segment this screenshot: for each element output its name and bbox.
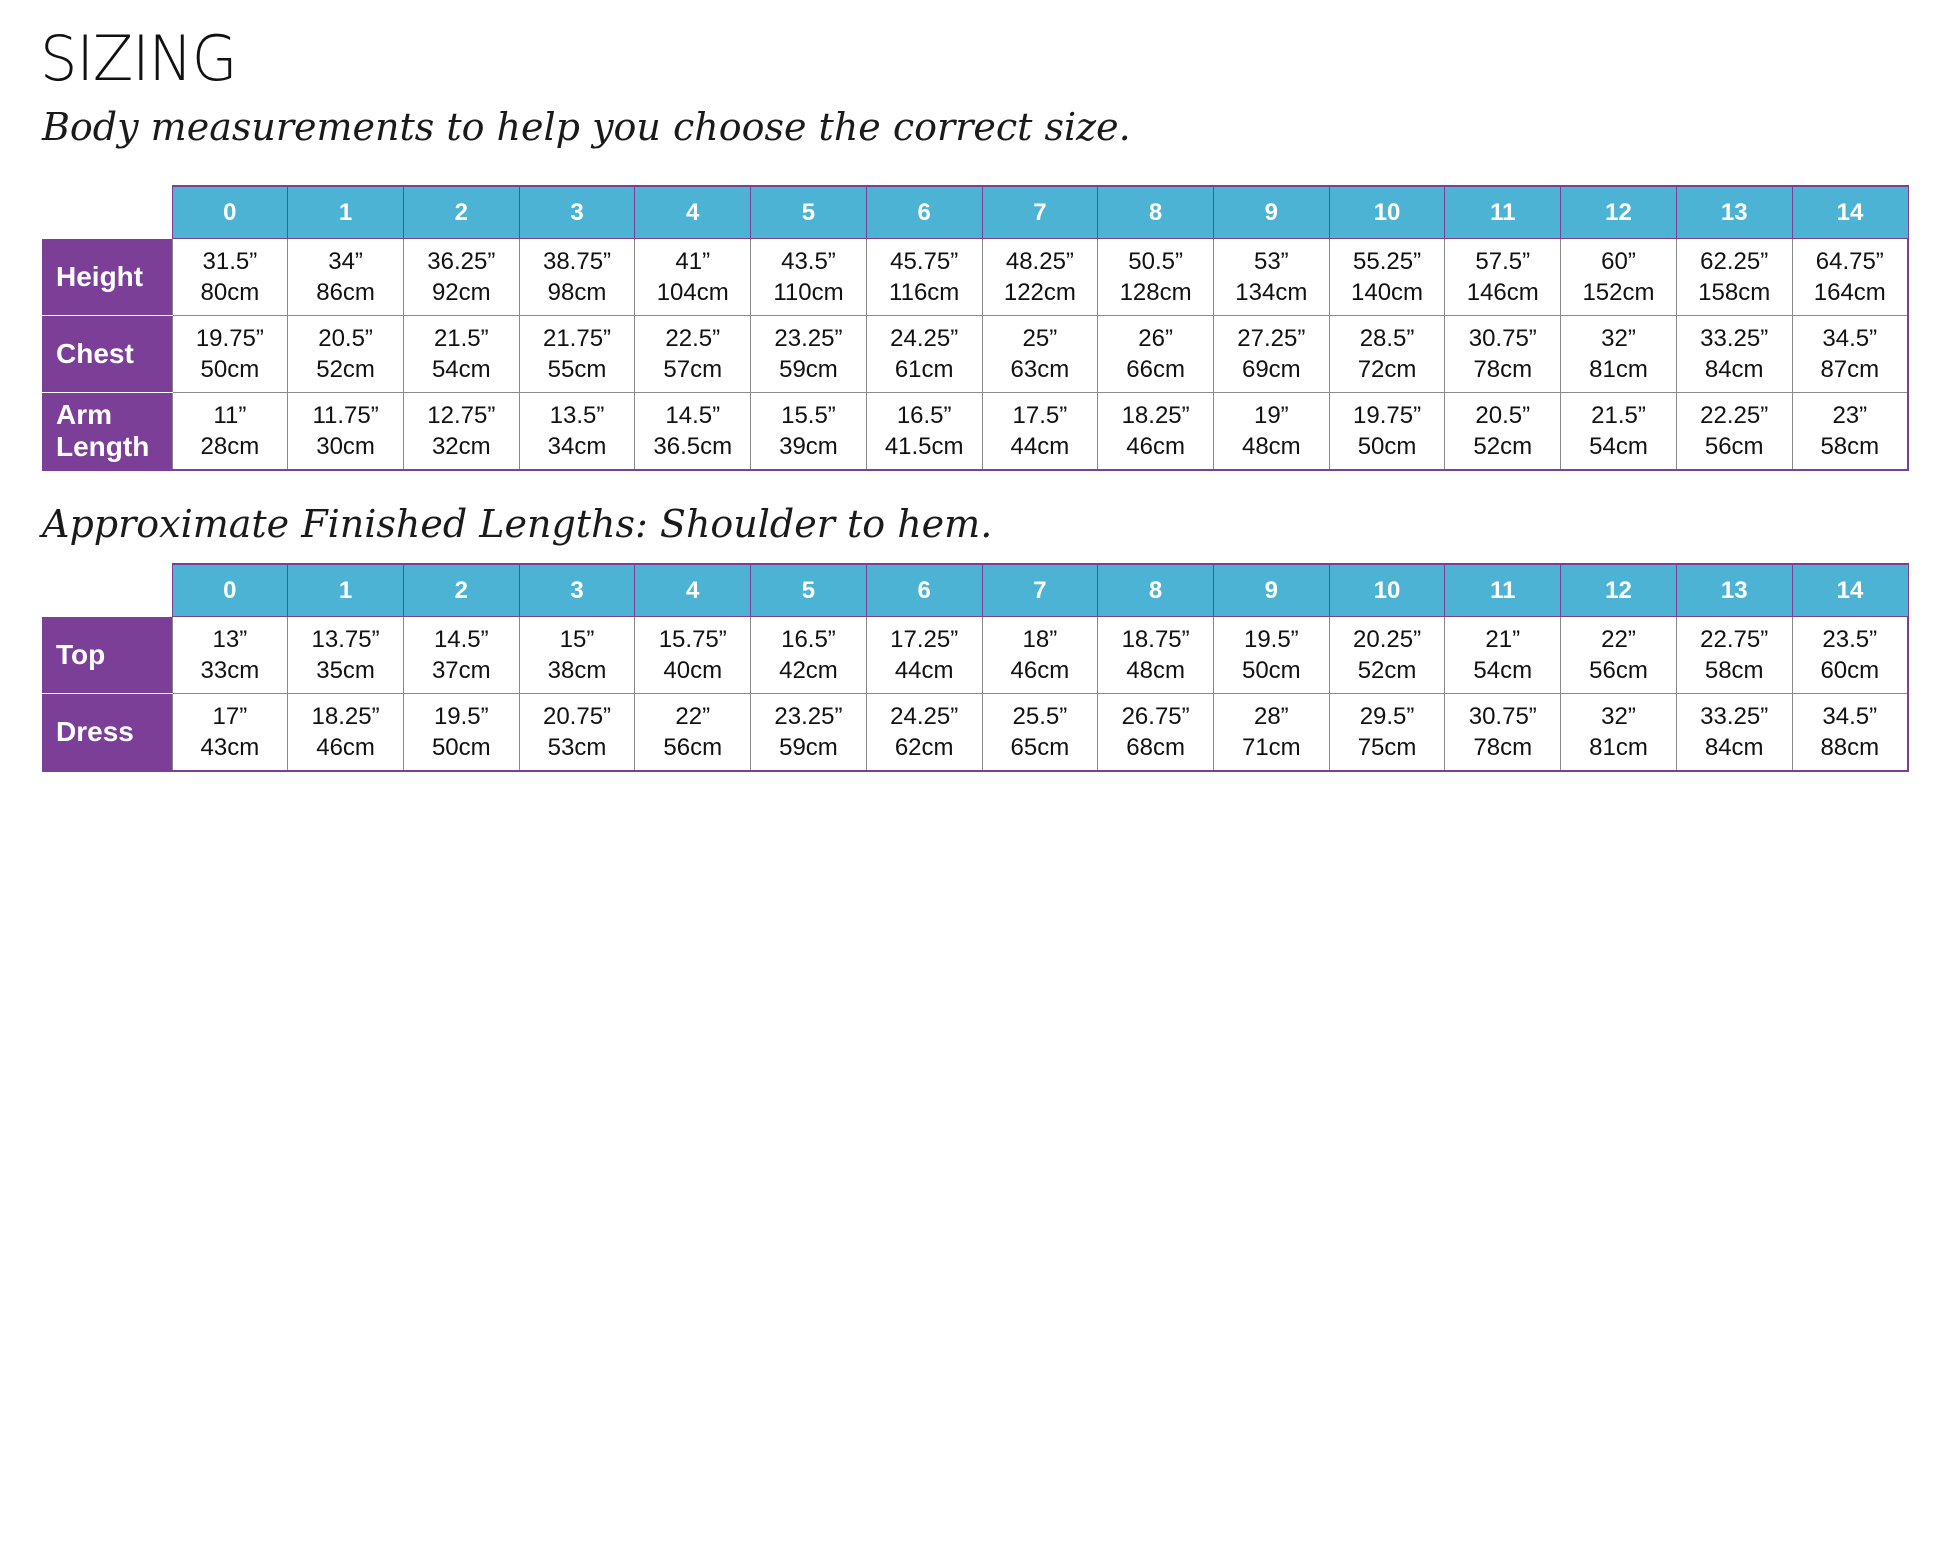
inches-value: 26” xyxy=(1138,325,1173,352)
inches-value: 18.75” xyxy=(1121,626,1190,653)
size-header-8: 8 xyxy=(1098,186,1214,239)
inches-value: 31.5” xyxy=(202,248,258,275)
inches-value: 15.75” xyxy=(658,626,727,653)
size-header-10: 10 xyxy=(1329,186,1445,239)
cm-value: 36.5cm xyxy=(653,433,733,460)
measurement-cell-arm-length-size-6 xyxy=(866,393,982,471)
inches-value: 21.75” xyxy=(542,325,612,352)
size-header-row xyxy=(42,564,1908,617)
inches-value: 33.25” xyxy=(1700,703,1769,730)
measurement-cell-height-size-8 xyxy=(1098,239,1214,316)
cm-value: 84cm xyxy=(1704,356,1764,383)
measurement-cell-dress-size-13 xyxy=(1676,694,1792,772)
measurement-cell-chest-size-6 xyxy=(866,316,982,393)
measurement-cell-top-size-5 xyxy=(751,617,867,694)
cm-value: 164cm xyxy=(1813,279,1886,306)
cm-value: 59cm xyxy=(779,356,838,383)
inches-value: 20.5” xyxy=(1475,402,1531,429)
measurement-cell-arm-length-size-4 xyxy=(635,393,751,471)
inches-value: 22.5” xyxy=(665,325,721,352)
measurement-cell-chest-size-5 xyxy=(751,316,867,393)
size-header-6: 6 xyxy=(866,564,982,617)
measurement-cell-top-size-14 xyxy=(1792,617,1908,694)
measurement-cell-height-size-2 xyxy=(403,239,519,316)
inches-value: 34” xyxy=(328,248,363,275)
size-header-14: 14 xyxy=(1792,564,1908,617)
table-row-height xyxy=(42,239,1908,316)
measurement-cell-height-size-6 xyxy=(866,239,982,316)
measurement-cell-height-size-4 xyxy=(635,239,751,316)
inches-value: 15.5” xyxy=(781,402,836,429)
size-header-12: 12 xyxy=(1561,186,1677,239)
measurement-cell-top-size-11 xyxy=(1445,617,1561,694)
row-label-text: Length xyxy=(56,431,150,462)
cm-value: 116cm xyxy=(889,279,960,306)
row-label-text: Top xyxy=(56,639,106,670)
cm-value: 78cm xyxy=(1473,734,1533,761)
size-header-4: 4 xyxy=(635,186,751,239)
measurement-cell-top-size-9 xyxy=(1213,617,1329,694)
cm-value: 54cm xyxy=(1589,433,1648,460)
inches-value: 60” xyxy=(1601,248,1636,275)
cm-value: 63cm xyxy=(1010,356,1070,383)
measurement-cell-dress-size-8 xyxy=(1098,694,1214,772)
inches-value: 15” xyxy=(559,626,595,653)
measurement-cell-arm-length-size-9 xyxy=(1213,393,1329,471)
size-header-5: 5 xyxy=(751,186,867,239)
table-row-top xyxy=(42,617,1908,694)
measurement-cell-chest-size-11 xyxy=(1445,316,1561,393)
measurement-cell-top-size-3 xyxy=(519,617,635,694)
measurement-cell-arm-length-size-12 xyxy=(1561,393,1677,471)
measurement-cell-chest-size-7 xyxy=(982,316,1098,393)
row-label-text: Dress xyxy=(56,716,134,747)
inches-value: 13.5” xyxy=(549,402,605,429)
cm-value: 60cm xyxy=(1820,657,1880,684)
cm-value: 52cm xyxy=(1473,433,1533,460)
cm-value: 50cm xyxy=(200,356,260,383)
cm-value: 50cm xyxy=(431,734,491,761)
inches-value: 23.5” xyxy=(1822,626,1878,653)
cm-value: 84cm xyxy=(1704,734,1764,761)
measurement-cell-top-size-1 xyxy=(288,617,404,694)
size-header-0: 0 xyxy=(172,186,288,239)
measurement-cell-chest-size-14 xyxy=(1792,316,1908,393)
cm-value: 146cm xyxy=(1466,279,1539,306)
cm-value: 69cm xyxy=(1241,356,1301,383)
cm-value: 44cm xyxy=(1010,433,1070,460)
inches-value: 11.75” xyxy=(312,402,379,429)
measurement-cell-dress-size-1 xyxy=(288,694,404,772)
size-header-14: 14 xyxy=(1792,186,1908,239)
cm-value: 35cm xyxy=(316,657,375,684)
inches-value: 32” xyxy=(1601,703,1636,730)
inches-value: 18.25” xyxy=(311,703,380,730)
inches-value: 64.75” xyxy=(1815,248,1884,275)
cm-value: 87cm xyxy=(1820,356,1880,383)
table-corner xyxy=(42,186,172,239)
measurement-cell-top-size-12 xyxy=(1561,617,1677,694)
inches-value: 23.25” xyxy=(774,703,843,730)
cm-value: 30cm xyxy=(316,433,375,460)
inches-value: 20.5” xyxy=(318,325,373,352)
row-label-dress xyxy=(42,694,172,772)
inches-value: 26.75” xyxy=(1121,703,1190,730)
inches-value: 41” xyxy=(675,248,711,275)
page-title: SIZING xyxy=(40,22,237,95)
cm-value: 46cm xyxy=(1010,657,1070,684)
inches-value: 19.5” xyxy=(433,703,489,730)
inches-value: 17.25” xyxy=(890,626,959,653)
inches-value: 21.5” xyxy=(433,325,489,352)
cm-value: 52cm xyxy=(1357,657,1417,684)
measurement-cell-dress-size-12 xyxy=(1561,694,1677,772)
size-header-2: 2 xyxy=(403,564,519,617)
cm-value: 134cm xyxy=(1235,279,1308,306)
size-header-3: 3 xyxy=(519,564,635,617)
inches-value: 28” xyxy=(1253,703,1289,730)
size-header-7: 7 xyxy=(982,564,1098,617)
cm-value: 46cm xyxy=(1126,433,1185,460)
inches-value: 30.75” xyxy=(1468,325,1537,352)
inches-value: 62.25” xyxy=(1700,248,1769,275)
inches-value: 36.25” xyxy=(427,248,496,275)
row-label-chest xyxy=(42,316,172,393)
measurement-cell-dress-size-9 xyxy=(1213,694,1329,772)
measurement-cell-chest-size-12 xyxy=(1561,316,1677,393)
inches-value: 17.5” xyxy=(1012,402,1068,429)
size-header-7: 7 xyxy=(982,186,1098,239)
inches-value: 14.5” xyxy=(665,402,721,429)
measurement-cell-height-size-9 xyxy=(1213,239,1329,316)
cm-value: 38cm xyxy=(547,657,607,684)
cm-value: 61cm xyxy=(894,356,954,383)
measurement-cell-height-size-12 xyxy=(1561,239,1677,316)
cm-value: 128cm xyxy=(1119,279,1192,306)
measurement-cell-top-size-7 xyxy=(982,617,1098,694)
cm-value: 158cm xyxy=(1698,279,1771,306)
size-header-2: 2 xyxy=(403,186,519,239)
row-label-text: Arm xyxy=(56,399,113,430)
measurement-cell-height-size-5 xyxy=(751,239,867,316)
inches-value: 21.5” xyxy=(1591,402,1646,429)
inches-value: 57.5” xyxy=(1475,248,1531,275)
cm-value: 104cm xyxy=(656,279,729,306)
measurement-cell-chest-size-9 xyxy=(1213,316,1329,393)
cm-value: 48cm xyxy=(1126,657,1185,684)
cm-value: 53cm xyxy=(547,734,607,761)
measurement-cell-arm-length-size-0 xyxy=(172,393,288,471)
finished-lengths-subtitle: Approximate Finished Lengths: Shoulder to hem. xyxy=(42,502,993,546)
size-header-1: 1 xyxy=(288,186,404,239)
measurement-cell-arm-length-size-3 xyxy=(519,393,635,471)
cm-value: 37cm xyxy=(431,657,491,684)
measurement-cell-dress-size-3 xyxy=(519,694,635,772)
cm-value: 55cm xyxy=(547,356,607,383)
measurement-cell-dress-size-2 xyxy=(403,694,519,772)
measurement-cell-top-size-8 xyxy=(1098,617,1214,694)
inches-value: 43.5” xyxy=(781,248,836,275)
measurement-cell-height-size-0 xyxy=(172,239,288,316)
inches-value: 19.75” xyxy=(195,325,264,352)
measurement-cell-height-size-7 xyxy=(982,239,1098,316)
measurement-cell-top-size-2 xyxy=(403,617,519,694)
cm-value: 140cm xyxy=(1351,279,1424,306)
inches-value: 23” xyxy=(1832,402,1868,429)
row-label-text: Chest xyxy=(56,338,134,369)
measurement-cell-chest-size-2 xyxy=(403,316,519,393)
measurement-cell-arm-length-size-1 xyxy=(288,393,404,471)
inches-value: 12.75” xyxy=(427,402,496,429)
table-row-arm-length xyxy=(42,393,1908,471)
inches-value: 22” xyxy=(1601,626,1636,653)
cm-value: 50cm xyxy=(1357,433,1417,460)
inches-value: 21” xyxy=(1485,626,1521,653)
cm-value: 81cm xyxy=(1589,356,1648,383)
inches-value: 23.25” xyxy=(774,325,843,352)
cm-value: 86cm xyxy=(316,279,375,306)
inches-value: 22.75” xyxy=(1700,626,1769,653)
cm-value: 57cm xyxy=(663,356,723,383)
cm-value: 56cm xyxy=(663,734,723,761)
inches-value: 53” xyxy=(1253,248,1289,275)
inches-value: 20.25” xyxy=(1353,626,1422,653)
cm-value: 88cm xyxy=(1820,734,1880,761)
inches-value: 29.5” xyxy=(1359,703,1415,730)
inches-value: 13.75” xyxy=(311,626,380,653)
body-measurements-table xyxy=(42,185,1909,471)
inches-value: 48.25” xyxy=(1005,248,1074,275)
measurement-cell-height-size-10 xyxy=(1329,239,1445,316)
measurement-cell-arm-length-size-10 xyxy=(1329,393,1445,471)
row-label-height xyxy=(42,239,172,316)
cm-value: 58cm xyxy=(1820,433,1880,460)
inches-value: 55.25” xyxy=(1353,248,1422,275)
cm-value: 92cm xyxy=(431,279,491,306)
cm-value: 48cm xyxy=(1241,433,1301,460)
cm-value: 78cm xyxy=(1473,356,1533,383)
size-header-13: 13 xyxy=(1676,564,1792,617)
size-header-11: 11 xyxy=(1445,186,1561,239)
measurement-cell-arm-length-size-14 xyxy=(1792,393,1908,471)
cm-value: 59cm xyxy=(779,734,838,761)
size-header-9: 9 xyxy=(1213,186,1329,239)
measurement-cell-chest-size-4 xyxy=(635,316,751,393)
cm-value: 34cm xyxy=(547,433,607,460)
measurement-cell-dress-size-6 xyxy=(866,694,982,772)
size-header-10: 10 xyxy=(1329,564,1445,617)
cm-value: 50cm xyxy=(1241,657,1301,684)
size-header-3: 3 xyxy=(519,186,635,239)
size-header-9: 9 xyxy=(1213,564,1329,617)
cm-value: 81cm xyxy=(1589,734,1648,761)
inches-value: 24.25” xyxy=(890,703,959,730)
cm-value: 56cm xyxy=(1589,657,1648,684)
row-label-top xyxy=(42,617,172,694)
inches-value: 13” xyxy=(212,626,248,653)
cm-value: 28cm xyxy=(200,433,260,460)
size-header-1: 1 xyxy=(288,564,404,617)
measurement-cell-top-size-6 xyxy=(866,617,982,694)
cm-value: 46cm xyxy=(316,734,375,761)
inches-value: 19.5” xyxy=(1243,626,1299,653)
measurement-cell-arm-length-size-7 xyxy=(982,393,1098,471)
inches-value: 16.5” xyxy=(896,402,952,429)
measurement-cell-top-size-10 xyxy=(1329,617,1445,694)
inches-value: 32” xyxy=(1601,325,1636,352)
measurement-cell-chest-size-3 xyxy=(519,316,635,393)
cm-value: 68cm xyxy=(1126,734,1185,761)
cm-value: 39cm xyxy=(779,433,838,460)
body-measurements-subtitle: Body measurements to help you choose the correct size. xyxy=(42,105,1131,149)
cm-value: 75cm xyxy=(1357,734,1417,761)
inches-value: 27.25” xyxy=(1237,325,1306,352)
inches-value: 11” xyxy=(213,402,247,429)
measurement-cell-chest-size-1 xyxy=(288,316,404,393)
cm-value: 56cm xyxy=(1704,433,1764,460)
measurement-cell-top-size-0 xyxy=(172,617,288,694)
size-header-11: 11 xyxy=(1445,564,1561,617)
table-row-chest xyxy=(42,316,1908,393)
inches-value: 28.5” xyxy=(1359,325,1415,352)
measurement-cell-dress-size-14 xyxy=(1792,694,1908,772)
measurement-cell-arm-length-size-11 xyxy=(1445,393,1561,471)
measurement-cell-height-size-13 xyxy=(1676,239,1792,316)
inches-value: 16.5” xyxy=(781,626,836,653)
measurement-cell-dress-size-10 xyxy=(1329,694,1445,772)
measurement-cell-arm-length-size-5 xyxy=(751,393,867,471)
cm-value: 110cm xyxy=(773,279,844,306)
cm-value: 80cm xyxy=(200,279,260,306)
measurement-cell-top-size-13 xyxy=(1676,617,1792,694)
inches-value: 25” xyxy=(1022,325,1058,352)
measurement-cell-chest-size-13 xyxy=(1676,316,1792,393)
measurement-cell-height-size-3 xyxy=(519,239,635,316)
measurement-cell-dress-size-0 xyxy=(172,694,288,772)
inches-value: 20.75” xyxy=(542,703,612,730)
inches-value: 19” xyxy=(1253,402,1289,429)
size-header-6: 6 xyxy=(866,186,982,239)
size-header-12: 12 xyxy=(1561,564,1677,617)
measurement-cell-dress-size-4 xyxy=(635,694,751,772)
measurement-cell-dress-size-11 xyxy=(1445,694,1561,772)
measurement-cell-top-size-4 xyxy=(635,617,751,694)
inches-value: 22” xyxy=(675,703,711,730)
size-header-0: 0 xyxy=(172,564,288,617)
table-row-dress xyxy=(42,694,1908,772)
table-corner xyxy=(42,564,172,617)
inches-value: 17” xyxy=(212,703,248,730)
cm-value: 62cm xyxy=(894,734,954,761)
measurement-cell-dress-size-5 xyxy=(751,694,867,772)
inches-value: 14.5” xyxy=(433,626,489,653)
size-header-13: 13 xyxy=(1676,186,1792,239)
measurement-cell-arm-length-size-8 xyxy=(1098,393,1214,471)
measurement-cell-chest-size-8 xyxy=(1098,316,1214,393)
measurement-cell-arm-length-size-2 xyxy=(403,393,519,471)
inches-value: 30.75” xyxy=(1468,703,1537,730)
inches-value: 38.75” xyxy=(542,248,612,275)
measurement-cell-height-size-11 xyxy=(1445,239,1561,316)
cm-value: 41.5cm xyxy=(884,433,964,460)
size-header-8: 8 xyxy=(1098,564,1214,617)
measurement-cell-height-size-14 xyxy=(1792,239,1908,316)
inches-value: 50.5” xyxy=(1128,248,1183,275)
inches-value: 33.25” xyxy=(1700,325,1769,352)
cm-value: 98cm xyxy=(547,279,607,306)
row-label-arm-length xyxy=(42,393,172,471)
cm-value: 44cm xyxy=(894,657,954,684)
size-header-4: 4 xyxy=(635,564,751,617)
cm-value: 71cm xyxy=(1241,734,1301,761)
inches-value: 45.75” xyxy=(890,248,959,275)
cm-value: 43cm xyxy=(200,734,260,761)
inches-value: 25.5” xyxy=(1012,703,1068,730)
size-header-5: 5 xyxy=(751,564,867,617)
cm-value: 152cm xyxy=(1582,279,1655,306)
cm-value: 66cm xyxy=(1126,356,1185,383)
cm-value: 54cm xyxy=(1473,657,1533,684)
inches-value: 18” xyxy=(1022,626,1058,653)
size-header-row xyxy=(42,186,1908,239)
row-label-text: Height xyxy=(56,261,144,292)
cm-value: 72cm xyxy=(1357,356,1417,383)
cm-value: 42cm xyxy=(779,657,838,684)
cm-value: 40cm xyxy=(663,657,723,684)
cm-value: 122cm xyxy=(1003,279,1076,306)
finished-lengths-table xyxy=(42,563,1909,772)
inches-value: 18.25” xyxy=(1121,402,1190,429)
cm-value: 58cm xyxy=(1704,657,1764,684)
measurement-cell-dress-size-7 xyxy=(982,694,1098,772)
cm-value: 33cm xyxy=(200,657,260,684)
measurement-cell-chest-size-10 xyxy=(1329,316,1445,393)
inches-value: 22.25” xyxy=(1700,402,1769,429)
inches-value: 19.75” xyxy=(1353,402,1422,429)
inches-value: 34.5” xyxy=(1822,703,1878,730)
inches-value: 34.5” xyxy=(1822,325,1878,352)
cm-value: 54cm xyxy=(431,356,491,383)
cm-value: 32cm xyxy=(431,433,491,460)
measurement-cell-chest-size-0 xyxy=(172,316,288,393)
cm-value: 52cm xyxy=(316,356,375,383)
cm-value: 65cm xyxy=(1010,734,1070,761)
measurement-cell-height-size-1 xyxy=(288,239,404,316)
inches-value: 24.25” xyxy=(890,325,959,352)
measurement-cell-arm-length-size-13 xyxy=(1676,393,1792,471)
